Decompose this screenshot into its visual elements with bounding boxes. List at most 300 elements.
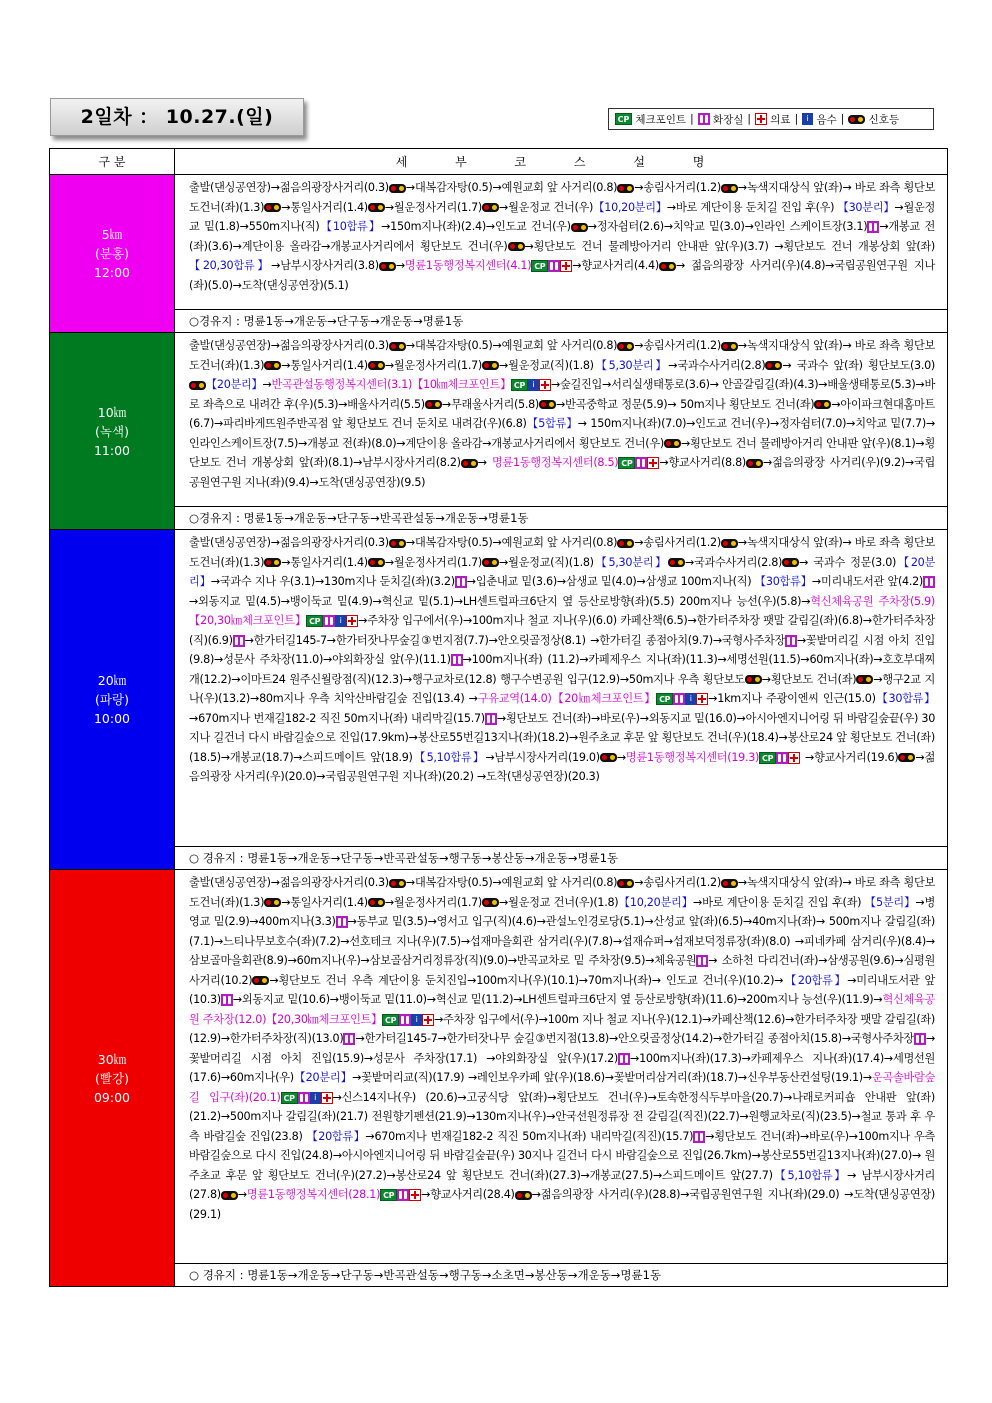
route-segment: → bbox=[744, 220, 754, 233]
route-segment: 계단이용 올라감 bbox=[405, 436, 483, 450]
route-segment: → bbox=[842, 181, 852, 194]
route-segment: 월운정교 밑(1.8) bbox=[189, 200, 935, 233]
water-icon: i bbox=[528, 379, 539, 391]
checkpoint-icon: CP bbox=[306, 615, 323, 627]
route-segment: 개봉교사거리에서 횡단보도 건너(우) bbox=[330, 239, 508, 253]
route-segment: (20.6) bbox=[425, 1090, 458, 1104]
route-segment: 외동지교 밑(10.6) bbox=[241, 993, 330, 1006]
course-time: 09:00 bbox=[93, 1089, 131, 1105]
route-segment: 고궁식당 앞(좌) bbox=[466, 1090, 548, 1104]
medical-icon bbox=[346, 615, 358, 627]
route-segment: 파리바게뜨원주반곡점 앞 횡단보도 건너 둔치로 내려감(우)(6.8) bbox=[223, 417, 527, 430]
route-segment: → bbox=[736, 711, 746, 725]
route-segment: 100m지나 우측 바람길숲으로 다시 bbox=[189, 1129, 935, 1162]
route-segment: 삼생교 100m지나(직) bbox=[645, 575, 752, 588]
route-segment: → bbox=[524, 239, 534, 253]
route-segment: 월운정사거리(1.7) bbox=[393, 200, 482, 214]
route-segment: → bbox=[280, 594, 290, 608]
route-segment: → bbox=[462, 653, 472, 666]
route-segment: 내리막길(15.7) bbox=[410, 711, 485, 725]
route-segment: → bbox=[384, 895, 394, 909]
route-segment: → bbox=[818, 378, 828, 391]
route-segment: → bbox=[507, 954, 517, 967]
route-segment: 국과수 지나 우(3.1) bbox=[219, 575, 315, 588]
route-segment: 카페산책(12.6) bbox=[711, 1012, 786, 1026]
route-segment: 도착(댄싱공연장)(29.1) bbox=[189, 1188, 935, 1221]
route-segment: → bbox=[498, 895, 509, 909]
route-segment: 통일사거리(1.4) bbox=[290, 358, 368, 372]
route-segment: → bbox=[684, 555, 695, 569]
route-segment: → bbox=[883, 1051, 893, 1065]
route-segment: 토속한정식두부마을(20.7) bbox=[656, 1090, 784, 1104]
restroom-icon bbox=[696, 955, 708, 967]
route-segment: 혁신교 밑(5.1) bbox=[381, 594, 454, 608]
medical-icon bbox=[422, 1014, 434, 1026]
course-30km-detail bbox=[175, 870, 948, 1264]
route-segment: → bbox=[492, 536, 502, 549]
route-segment: → bbox=[457, 1090, 467, 1104]
route-segment: 통일사거리(1.4) bbox=[290, 200, 368, 214]
route-segment: 젊음의광장 사거리(우)(4.8) bbox=[691, 259, 826, 272]
route-segment: 녹색지대상식 앞(좌) bbox=[746, 536, 843, 549]
route-segment: → bbox=[210, 575, 220, 588]
route-segment: → bbox=[536, 915, 546, 928]
route-segment: 섭재마을회관 삼거리(우)(7.8) bbox=[469, 934, 613, 948]
route-segment: 봉산로55번길13지나(좌)(27.0) bbox=[760, 1149, 912, 1162]
checkpoint-icon: CP bbox=[531, 260, 548, 272]
route-segment: 주차장 입구에서(우) bbox=[367, 614, 463, 627]
route-segment: → bbox=[847, 1168, 857, 1182]
signal-icon bbox=[721, 184, 738, 193]
route-segment: 【30합류】 bbox=[754, 575, 812, 588]
route-segment: 대복감자탕(0.5) bbox=[414, 181, 493, 194]
route-segment: 국립공원연구원 지나(좌)(29.0) bbox=[689, 1188, 840, 1201]
signal-icon bbox=[389, 879, 406, 888]
route-segment: 바로(우) bbox=[809, 1129, 849, 1143]
route-segment: 반곡교차로 밑 주차장(9.5) bbox=[516, 954, 646, 967]
route-segment: → bbox=[338, 397, 348, 411]
signal-icon bbox=[189, 381, 206, 390]
route-segment: 호호부대찌개(12.2) bbox=[189, 653, 935, 686]
route-segment: 국립공원연구원 지나(좌)(20.2) bbox=[325, 770, 474, 783]
route-segment: → bbox=[232, 239, 242, 253]
route-segment: 야외화장실 앞(우)(11.1) bbox=[332, 653, 451, 666]
route-segment: → bbox=[498, 358, 509, 372]
route-segment: 꽃밭머리길 시점 아치 진입(9.8) bbox=[189, 633, 935, 666]
checkpoint-icon: CP bbox=[380, 1189, 397, 1201]
route-segment: 인라인 bbox=[753, 220, 786, 233]
signal-icon bbox=[848, 115, 865, 124]
route-segment: 출발(댄싱공연장) bbox=[189, 536, 271, 549]
route-segment: → bbox=[496, 711, 506, 725]
route-segment: → bbox=[214, 934, 224, 948]
signal-icon bbox=[264, 203, 281, 212]
signal-icon bbox=[664, 439, 681, 448]
route-segment: LH센트럴파크6단지 옆 bbox=[522, 993, 631, 1006]
route-segment: → bbox=[634, 536, 644, 549]
route-segment: 60m지나(우) bbox=[296, 954, 361, 967]
route-segment: 숲길③번지점(13.8) bbox=[513, 1032, 609, 1045]
course-time: 10:00 bbox=[93, 711, 131, 726]
route-segment: 숲길진입 bbox=[560, 378, 603, 391]
route-segment: → bbox=[485, 220, 495, 233]
signal-icon bbox=[617, 184, 634, 193]
route-segment: 횡단보도 건너 개봉상회 앞(좌) bbox=[783, 239, 935, 253]
route-segment: → bbox=[873, 993, 883, 1006]
route-segment: 동부교 밑(3.5) bbox=[356, 915, 428, 928]
route-segment: 정자쉼터(7.0) bbox=[779, 417, 847, 430]
route-segment: → bbox=[737, 1071, 747, 1084]
route-segment: → bbox=[405, 339, 415, 352]
signal-icon bbox=[600, 753, 617, 762]
route-segment: 젊음의광장사거리(0.3) bbox=[279, 876, 389, 889]
route-segment: → bbox=[587, 220, 597, 233]
route-segment: 미리내도서관 앞(10.3) bbox=[189, 973, 935, 1006]
route-segment: 이마트24 원주신월랑점(직)(12.3) bbox=[240, 672, 403, 686]
route-segment: 젊음의광장 사거리(우)(28.8) bbox=[540, 1188, 681, 1201]
route-segment: 배울생태통로(5.3) bbox=[827, 378, 916, 391]
restroom-icon bbox=[548, 260, 560, 272]
route-segment: → bbox=[652, 1168, 663, 1182]
route-segment: → bbox=[402, 672, 412, 686]
course-distance: 30㎞ bbox=[97, 1051, 127, 1067]
route-segment: 예원교회 앞 사거리(0.8) bbox=[501, 536, 618, 549]
route-segment: → bbox=[925, 934, 935, 948]
route-segment: → bbox=[782, 358, 792, 372]
route-segment: → bbox=[323, 653, 333, 666]
route-segment: → bbox=[384, 200, 394, 214]
route-segment: → bbox=[842, 339, 852, 352]
route-segment: 1km지나 주광이엔씨 인근(15.0) bbox=[717, 692, 876, 705]
route-segment: 젊음의광장 사거리(우)(20.0) bbox=[189, 750, 935, 783]
route-segment: → bbox=[547, 1090, 557, 1104]
route-segment: 국과수 앞(좌) 횡단보도(3.0) bbox=[796, 358, 935, 372]
route-segment: → bbox=[894, 954, 904, 967]
route-segment: → bbox=[314, 575, 325, 588]
route-segment: → bbox=[384, 555, 394, 569]
route-segment: 카페제우스 지나(좌)(11.3) bbox=[588, 653, 718, 666]
restroom-icon bbox=[451, 654, 463, 666]
route-segment: 횡단보도 건너 물레방아거리 안내판 앞(우)(8.1) bbox=[690, 436, 916, 450]
route-segment: 뱅이둑교 밑(11.0) bbox=[338, 993, 427, 1006]
signal-icon bbox=[264, 898, 281, 907]
route-segment: 한가터길145-7 bbox=[253, 633, 327, 647]
route-segment: 진입(24.8) bbox=[279, 1149, 333, 1162]
route-segment: 한가터잣나무숲길③번지점(7.7) bbox=[335, 633, 489, 647]
route-segment: → bbox=[825, 259, 835, 272]
route-segment: 670m지나 번재길182-2 직진 50m지나(좌) bbox=[198, 711, 408, 725]
route-segment: 입춘내교 밑(3.6) bbox=[475, 575, 557, 588]
route-segment: 명륜1동행정복지센터(8.5) bbox=[491, 456, 619, 469]
checkpoint-icon: CP bbox=[511, 379, 528, 391]
route-segment: → bbox=[468, 692, 478, 705]
route-segment: → bbox=[846, 417, 856, 430]
route-segment: → bbox=[408, 731, 418, 744]
route-segment: 스케이트장(3.1) bbox=[789, 220, 868, 233]
route-segment: 예원교회 앞 사거리(0.8) bbox=[501, 339, 618, 352]
route-segment: → bbox=[862, 614, 872, 627]
route-segment: 인라인스케이트장(7.5) bbox=[189, 436, 299, 450]
route-segment: 송림사거리(1.2) bbox=[643, 876, 721, 889]
route-segment: 미리내도서관 앞(4.2) bbox=[820, 575, 923, 588]
route-segment: → bbox=[644, 915, 654, 928]
route-segment: 명륜1동행정복지센터(19.3) bbox=[625, 750, 760, 764]
route-segment: → bbox=[737, 536, 747, 549]
route-segment: → bbox=[232, 278, 242, 292]
route-segment: 횡단보도 건너(우) bbox=[556, 1090, 648, 1104]
medical-icon bbox=[755, 113, 767, 125]
route-segment: 개봉교 전(좌)(8.0) bbox=[307, 436, 397, 450]
route-segment: → bbox=[634, 876, 644, 889]
route-segment: 한가터길 종점아치(15.8) bbox=[722, 1032, 842, 1045]
route-segment: 월운정교(직)(1.8) bbox=[508, 358, 594, 372]
water-icon: i bbox=[685, 693, 696, 705]
route-segment: 녹색지대상식 앞(좌) bbox=[746, 339, 843, 352]
route-segment: 인도교 건너(우)(10.2) bbox=[665, 973, 775, 987]
signal-icon bbox=[425, 400, 442, 409]
route-segment: 향교사거리(19.6) bbox=[814, 750, 899, 764]
route-segment: → bbox=[485, 750, 495, 764]
route-segment: → bbox=[421, 1188, 431, 1201]
route-segment: 개봉교(27.5) bbox=[589, 1168, 653, 1182]
route-segment: → bbox=[488, 633, 498, 647]
route-segment: 【20분리】 bbox=[206, 378, 263, 391]
route-segment: 개봉교 전(좌)(3.6) bbox=[189, 220, 935, 253]
course-30km-via: ○ 경유지 : 명륜1동→개운동→단구동→반곡관설동→행구동→소초면→봉산동→개운동→명륜1동 bbox=[175, 1264, 948, 1287]
route-segment: (11.2) bbox=[547, 653, 580, 666]
route-segment: → bbox=[629, 1051, 640, 1065]
route-segment: → bbox=[249, 692, 260, 705]
route-segment: 한가터주차장(직)(6.9) bbox=[189, 614, 936, 647]
restroom-icon bbox=[785, 635, 797, 647]
route-segment: 등산로방향(좌)(11.6) bbox=[634, 993, 738, 1006]
route-segment: → bbox=[925, 417, 936, 430]
route-segment: 150m지나(좌)(7.0) bbox=[590, 417, 687, 430]
route-segment: 송림사거리(1.2) bbox=[643, 181, 721, 194]
medical-icon bbox=[321, 1092, 333, 1104]
signal-icon bbox=[482, 558, 499, 567]
route-segment: 젊음의광장사거리(0.3) bbox=[279, 181, 389, 194]
route-segment: 【20분리】 bbox=[293, 1071, 353, 1084]
route-segment: 섭재보덕정류장(좌)(8.0) bbox=[673, 934, 791, 948]
restroom-icon bbox=[399, 1014, 411, 1026]
route-segment: 신우부동산컨설팅(19.1) bbox=[746, 1071, 863, 1084]
route-segment: → bbox=[708, 692, 718, 705]
signal-icon bbox=[571, 223, 588, 232]
route-segment: 월운정사거리(1.7) bbox=[393, 555, 482, 569]
route-segment: → bbox=[569, 731, 579, 744]
route-segment: → bbox=[818, 954, 828, 967]
route-segment: → bbox=[309, 475, 319, 489]
route-segment: → bbox=[556, 575, 566, 588]
route-segment: 100m지나(좌)(17.3) bbox=[639, 1051, 742, 1065]
route-segment: 느티나무보호수(좌)(7.2) bbox=[223, 934, 341, 948]
route-segment: → bbox=[281, 200, 291, 214]
restroom-icon bbox=[923, 576, 935, 588]
route-segment: → bbox=[668, 358, 678, 372]
route-segment: → bbox=[785, 1012, 795, 1026]
route-segment: → bbox=[405, 181, 415, 194]
signal-icon bbox=[368, 558, 385, 567]
route-segment: 횡단보도 건너 개봉상회 앞(좌)(8.1) bbox=[189, 436, 935, 469]
route-segment: → bbox=[437, 1032, 447, 1045]
route-segment: 향교사거리(4.4) bbox=[581, 259, 659, 272]
route-segment: 횡단보도 건너(좌) bbox=[714, 1129, 801, 1143]
route-segment: → bbox=[281, 555, 291, 569]
course-10km-category bbox=[50, 333, 175, 530]
route-segment: → bbox=[232, 993, 242, 1006]
signal-icon bbox=[368, 361, 385, 370]
signal-icon bbox=[617, 539, 634, 548]
course-color: (분홍) bbox=[95, 246, 129, 261]
route-segment: 송림사거리(1.2) bbox=[643, 339, 721, 352]
route-segment: → bbox=[705, 1129, 715, 1143]
route-segment: 통일사거리(1.4) bbox=[290, 895, 368, 909]
course-5km-detail bbox=[175, 175, 948, 310]
route-segment: 봉산로55번길13지나(좌)(18.2) bbox=[417, 731, 569, 744]
route-segment: 【5,10합류】 bbox=[412, 750, 486, 764]
course-20km-via: ○ 경유지 : 명륜1동→개운동→단구동→반곡관설동→행구동→봉산동→개운동→명륜1동 bbox=[175, 847, 948, 870]
route-segment: → bbox=[329, 993, 339, 1006]
route-segment: 성문사 주차장(17.1) bbox=[373, 1051, 478, 1065]
route-segment: → bbox=[546, 1110, 556, 1123]
route-segment: → bbox=[841, 1032, 851, 1045]
restroom-icon bbox=[343, 1033, 355, 1045]
route-segment: → bbox=[372, 594, 382, 608]
route-segment: 원행교차로(직)(23.5) bbox=[748, 1110, 852, 1123]
route-segment: → bbox=[636, 575, 646, 588]
route-segment: 행구2교 지나(우)(13.2) bbox=[189, 672, 936, 705]
route-segment: 아시아엔지니어링 뒤 바람길숲끝(우) 30지나 bbox=[189, 711, 936, 744]
route-segment: 세명선원(17.6) bbox=[189, 1051, 935, 1084]
route-segment: → bbox=[848, 1129, 858, 1143]
route-segment: → bbox=[801, 594, 811, 608]
route-segment: → bbox=[316, 770, 326, 783]
route-segment: → bbox=[492, 181, 502, 194]
restroom-icon bbox=[455, 576, 467, 588]
route-segment: 구유교역(14.0)【20㎞체크포인트】 bbox=[477, 692, 657, 705]
route-segment: → bbox=[347, 915, 357, 928]
route-segment: → bbox=[737, 181, 747, 194]
medical-icon bbox=[647, 457, 659, 469]
medical-icon bbox=[560, 260, 572, 272]
route-segment: 무래울사거리(5.8) bbox=[450, 397, 540, 411]
route-segment: → bbox=[873, 672, 883, 686]
signal-icon bbox=[379, 262, 396, 271]
route-segment: 60m지나(우) bbox=[229, 1071, 294, 1084]
route-segment: 【20합류】 bbox=[306, 1129, 366, 1143]
legend-label-water: 음수 bbox=[816, 113, 837, 126]
route-segment: → bbox=[353, 456, 363, 469]
route-segment: 대복감자탕(0.5) bbox=[414, 876, 493, 889]
restroom-icon bbox=[397, 1189, 409, 1201]
water-icon: i bbox=[802, 113, 813, 125]
route-segment: 삼보골마을회관(8.9) bbox=[189, 954, 288, 967]
signal-icon bbox=[539, 400, 556, 409]
route-segment: → bbox=[360, 954, 370, 967]
route-segment: → bbox=[712, 1032, 723, 1045]
restroom-icon bbox=[233, 635, 245, 647]
route-segment: → bbox=[741, 1051, 751, 1065]
signal-icon bbox=[721, 879, 738, 888]
signal-icon bbox=[389, 342, 406, 351]
route-segment: → bbox=[220, 1110, 230, 1123]
route-segment: 대복감자탕(0.5) bbox=[414, 536, 493, 549]
route-segment: → bbox=[386, 1168, 396, 1182]
route-segment: 치악교 밑(7.7) bbox=[855, 417, 926, 430]
route-segment: 월운정사거리(1.7) bbox=[393, 895, 482, 909]
route-segment: → bbox=[702, 1012, 712, 1026]
route-segment: 명륜1동행정복지센터(28.1) bbox=[246, 1188, 381, 1201]
signal-icon bbox=[659, 262, 676, 271]
route-segment: 도착(댄싱공연장)(9.5) bbox=[318, 475, 426, 489]
route-segment: → bbox=[604, 1071, 614, 1084]
route-segment: 【10합류】 bbox=[319, 220, 382, 233]
route-segment: 100m지나(우)(10.1) bbox=[476, 973, 579, 987]
route-segment: → bbox=[608, 1032, 619, 1045]
checkpoint-icon: CP bbox=[656, 693, 673, 705]
route-segment: 삼생교 밑(4.0) bbox=[565, 575, 637, 588]
route-segment: → bbox=[783, 1090, 793, 1104]
route-segment: 출발(댄싱공연장) bbox=[189, 181, 271, 194]
route-segment: 200m지나 능선(우)(5.8) bbox=[679, 594, 802, 608]
route-segment: → bbox=[270, 536, 280, 549]
route-segment: 【5,10합류】 bbox=[772, 1168, 848, 1182]
route-segment: → bbox=[693, 895, 703, 909]
route-segment: 한가터잣나무 bbox=[446, 1032, 510, 1045]
signal-icon bbox=[368, 203, 385, 212]
route-segment: 국과수 정문(3.0) bbox=[813, 555, 897, 569]
route-segment: → bbox=[214, 417, 224, 430]
header-category: 구 분 bbox=[50, 149, 175, 175]
route-segment: → bbox=[831, 397, 841, 411]
route-segment: 도착(댄싱공연장)(5.1) bbox=[241, 278, 349, 292]
route-segment: 서리실생태통로(3.6) bbox=[611, 378, 710, 391]
route-segment: → bbox=[579, 653, 589, 666]
route-segment: 월운정교(직)(1.8) bbox=[508, 555, 594, 569]
route-segment: → bbox=[572, 259, 582, 272]
route-segment: → bbox=[634, 181, 644, 194]
route-segment: → bbox=[498, 200, 509, 214]
route-segment: 횡단보도 건너(좌)(18.5) bbox=[189, 731, 935, 764]
restroom-icon bbox=[298, 1092, 310, 1104]
route-segment: 세명선원(11.5) bbox=[726, 653, 801, 666]
route-segment: → bbox=[799, 555, 809, 569]
route-segment: 영서고 입구(직)(4.6) bbox=[436, 915, 537, 928]
route-segment: → bbox=[743, 915, 753, 928]
route-segment: 삼보골삼거리정류장(직)(9.0) bbox=[369, 954, 508, 967]
route-segment: 【20합류】 bbox=[783, 973, 848, 987]
route-segment: → bbox=[426, 993, 436, 1006]
water-icon: i bbox=[411, 1014, 422, 1026]
route-segment: 500m지나 갈림길(좌)(21.7) bbox=[229, 1110, 368, 1123]
route-segment: → bbox=[737, 876, 747, 889]
signal-icon bbox=[461, 459, 478, 468]
signal-icon bbox=[389, 539, 406, 548]
route-segment: → bbox=[550, 378, 561, 391]
route-segment: → bbox=[531, 1188, 541, 1201]
route-segment: → bbox=[189, 594, 199, 608]
route-segment: → bbox=[352, 1071, 362, 1084]
header-detail: 세 부 코 스 설 명 bbox=[175, 149, 948, 175]
route-segment: 100m지나 철교 지나(우)(6.0) bbox=[472, 614, 617, 627]
route-segment: → bbox=[231, 672, 241, 686]
route-segment: → bbox=[189, 711, 199, 725]
route-segment: 레인보우카페 앞(우)(18.6) bbox=[477, 1071, 605, 1084]
route-segment: 바로 좌측 횡단보도건너(좌)(1.3) bbox=[189, 536, 935, 569]
route-segment: 봉산로24 앞 횡단보도 건너(좌)(27.3) bbox=[395, 1168, 581, 1182]
route-segment: → bbox=[513, 993, 523, 1006]
